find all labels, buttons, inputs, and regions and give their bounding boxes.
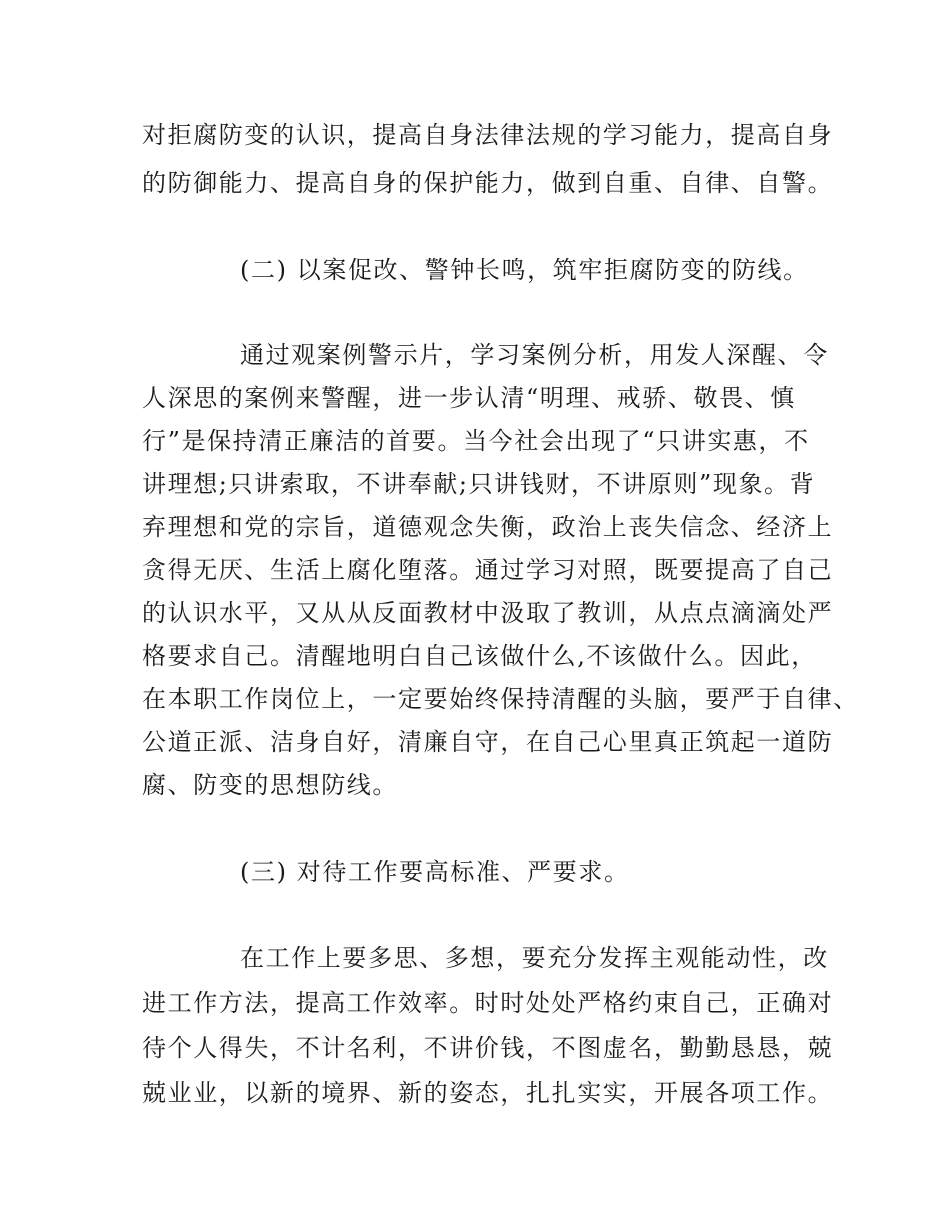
paragraph-line: 对拒腐防变的认识，提高自身法律法规的学习能力，提高自身 — [142, 121, 834, 149]
paragraph-line: 行”是保持清正廉洁的首要。当今社会出现了“只讲实惠，不 — [142, 427, 810, 455]
paragraph-line: 讲理想;只讲索取，不讲奉献;只讲钱财，不讲原则”现象。背 — [142, 470, 816, 498]
paragraph-line: 公道正派、洁身自好，清廉自守，在自己心里真正筑起一道防 — [142, 728, 834, 756]
section-heading: (二) 以案促改、警钟长鸣，筑牢拒腐防变的防线。 — [240, 256, 809, 284]
paragraph-line: 在工作上要多思、多想，要充分发挥主观能动性，改 — [240, 944, 829, 972]
section-heading: (三) 对待工作要高标准、严要求。 — [240, 858, 630, 886]
paragraph-line: 人深思的案例来警醒，进一步认清“明理、戒骄、敬畏、慎 — [142, 384, 796, 412]
paragraph-line: 待个人得失，不计名利，不讲价钱，不图虚名，勤勤恳恳，兢 — [142, 1034, 834, 1062]
paragraph-line: 格要求自己。清醒地明白自己该做什么,不该做什么。因此， — [142, 642, 817, 670]
paragraph-line: 的防御能力、提高自身的保护能力，做到自重、自律、自警。 — [142, 169, 834, 197]
paragraph-line: 兢业业，以新的境界、新的姿态，扎扎实实，开展各项工作。 — [142, 1079, 834, 1107]
paragraph-line: 在本职工作岗位上，一定要始终保持清醒的头脑，要严于自律、 — [142, 685, 859, 713]
paragraph-line: 通过观案例警示片，学习案例分析，用发人深醒、令 — [240, 341, 829, 369]
paragraph-line: 的认识水平，又从从反面教材中汲取了教训，从点点滴滴处严 — [142, 599, 834, 627]
paragraph-line: 腐、防变的思想防线。 — [142, 771, 398, 799]
paragraph-line: 贪得无厌、生活上腐化堕落。通过学习对照，既要提高了自己 — [142, 556, 834, 584]
paragraph-line: 弃理想和党的宗旨，道德观念失衡，政治上丧失信念、经济上 — [142, 513, 834, 541]
paragraph-line: 进工作方法，提高工作效率。时时处处严格约束自己，正确对 — [142, 989, 834, 1017]
